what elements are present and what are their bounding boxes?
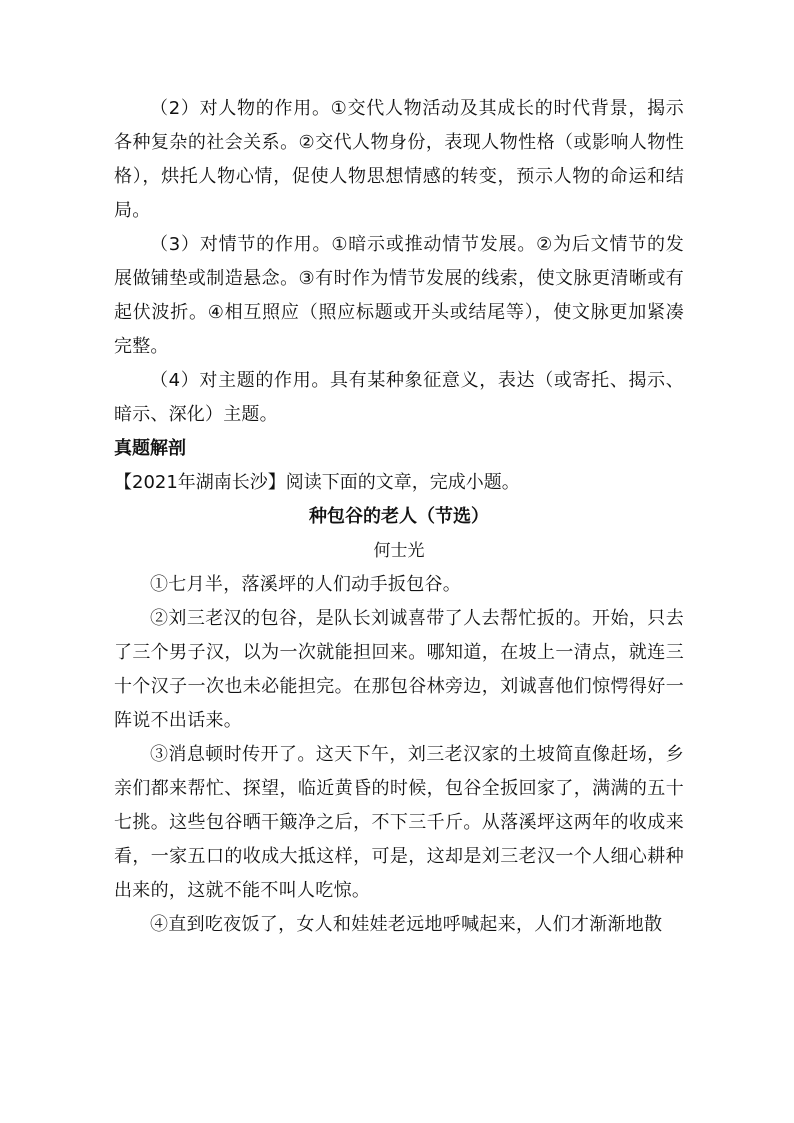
paragraph-character-role: （2）对人物的作用。①交代人物活动及其成长的时代背景，揭示各种复杂的社会关系。②交代人物身份，表现人物性格（或影响人物性格），烘托人物心情，促使人物思想情感的转变，预示人物的命运和结局。 <box>114 98 684 221</box>
exam-source: 【2021年湖南长沙】阅读下面的文章，完成小题。 <box>114 472 520 493</box>
story-paragraph-4: ④直到吃夜饭了，女人和娃娃老远地呼喊起来，人们才渐渐地散 <box>150 914 663 935</box>
paragraph-theme-role: （4）对主题的作用。具有某种象征意义，表达（或寄托、揭示、暗示、深化）主题。 <box>114 370 684 425</box>
section-heading: 真题解剖 <box>114 438 186 459</box>
story-author: 何士光 <box>373 541 425 561</box>
story-paragraph-1: ①七月半，落溪坪的人们动手扳包谷。 <box>150 574 462 595</box>
story-title: 种包谷的老人（节选） <box>309 506 489 527</box>
document-page <box>114 92 684 942</box>
story-paragraph-3: ③消息顿时传开了。这天下午，刘三老汉家的土坡简直像赶场，乡亲们都来帮忙、探望，临近黄昏的时候，包谷全扳回家了，满满的五十七挑。这些包谷晒干簸净之后，不下三千斤。从落溪坪这两年的收成来看，一家五口的收成大抵这样，可是，这却是刘三老汉一个人细心耕种出来的，这就不能不叫人吃惊。 <box>114 744 684 901</box>
story-paragraph-2: ②刘三老汉的包谷，是队长刘诚喜带了人去帮忙扳的。开始，只去了三个男子汉，以为一次就能担回来。哪知道，在坡上一清点，就连三十个汉子一次也未必能担完。在那包谷林旁边，刘诚喜他们惊愕得好一阵说不出话来。 <box>114 608 684 731</box>
paragraph-plot-role: （3）对情节的作用。①暗示或推动情节发展。②为后文情节的发展做铺垫或制造悬念。③有时作为情节发展的线索，使文脉更清晰或有起伏波折。④相互照应（照应标题或开头或结尾等），使文脉更加紧凑完整。 <box>114 234 684 357</box>
